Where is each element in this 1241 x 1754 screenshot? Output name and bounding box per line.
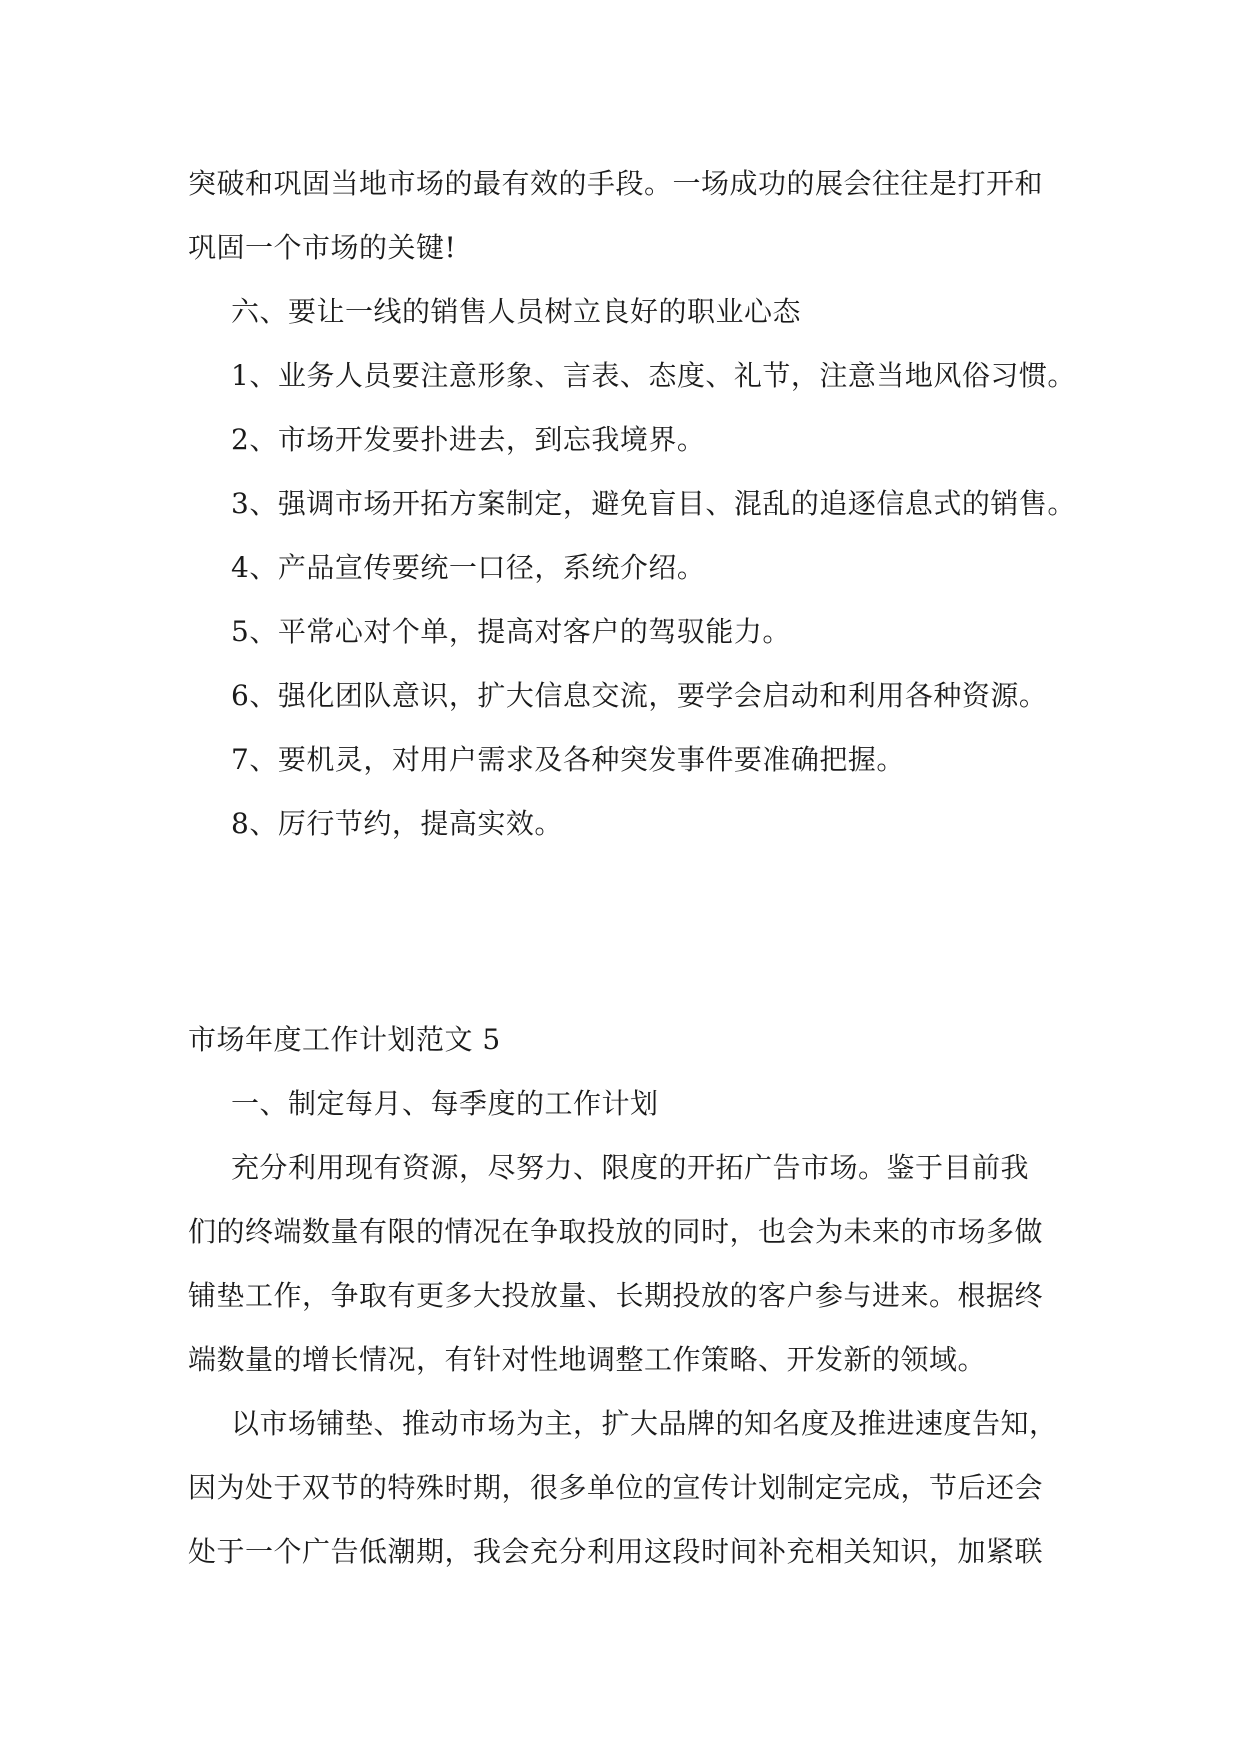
- list-item: 3、强调市场开拓方案制定，避免盲目、混乱的追逐信息式的销售。: [231, 487, 1076, 520]
- section-heading: 六、要让一线的销售人员树立良好的职业心态: [231, 295, 802, 328]
- paragraph-line: 以市场铺垫、推动市场为主，扩大品牌的知名度及推进速度告知，: [231, 1407, 1058, 1440]
- paragraph-line: 们的终端数量有限的情况在争取投放的同时，也会为未来的市场多做: [188, 1215, 1044, 1248]
- list-item: 4、产品宣传要统一口径，系统介绍。: [231, 551, 706, 584]
- paragraph-line: 处于一个广告低潮期，我会充分利用这段时间补充相关知识，加紧联: [188, 1535, 1044, 1568]
- paragraph-line: 充分利用现有资源，尽努力、限度的开拓广告市场。鉴于目前我: [231, 1151, 1030, 1184]
- list-item: 5、平常心对个单，提高对客户的驾驭能力。: [231, 615, 791, 648]
- paragraph-line: 端数量的增长情况，有针对性地调整工作策略、开发新的领域。: [188, 1343, 987, 1376]
- list-item: 8、厉行节约，提高实效。: [231, 807, 563, 840]
- section-heading: 一、制定每月、每季度的工作计划: [231, 1087, 659, 1120]
- paragraph-line: 巩固一个市场的关键!: [188, 231, 457, 264]
- paragraph-line: 突破和巩固当地市场的最有效的手段。一场成功的展会往往是打开和: [188, 167, 1044, 200]
- paragraph-line: 因为处于双节的特殊时期，很多单位的宣传计划制定完成，节后还会: [188, 1471, 1044, 1504]
- list-item: 2、市场开发要扑进去，到忘我境界。: [231, 423, 706, 456]
- article-title: 市场年度工作计划范文 5: [188, 1023, 501, 1056]
- paragraph-line: 铺垫工作，争取有更多大投放量、长期投放的客户参与进来。根据终: [188, 1279, 1044, 1312]
- list-item: 7、要机灵，对用户需求及各种突发事件要准确把握。: [231, 743, 905, 776]
- list-item: 6、强化团队意识，扩大信息交流，要学会启动和利用各种资源。: [231, 679, 1048, 712]
- list-item: 1、业务人员要注意形象、言表、态度、礼节，注意当地风俗习惯。: [231, 359, 1076, 392]
